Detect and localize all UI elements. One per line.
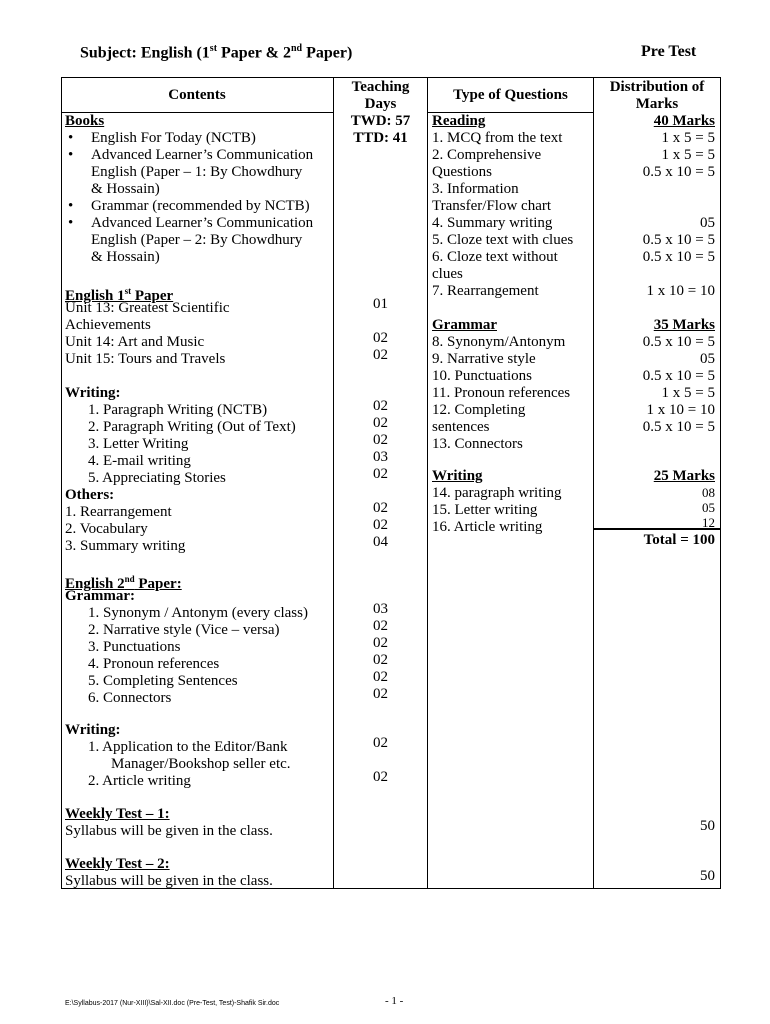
others-heading: Others:: [65, 487, 115, 503]
header-distribution-2: Marks: [635, 96, 679, 112]
days-value: 02: [373, 347, 388, 363]
grammar-item: 1. Synonym / Antonym (every class): [88, 605, 308, 621]
days-value: 02: [373, 466, 388, 482]
writing-total: 25 Marks: [653, 468, 715, 484]
days-value: 02: [373, 500, 388, 516]
writing2-item: 2. Article writing: [88, 773, 191, 789]
weekly-test-1-text: Syllabus will be given in the class.: [65, 823, 273, 839]
bullet: •: [68, 215, 74, 231]
reading-total: 40 Marks: [653, 113, 715, 129]
mark-value: 08: [702, 485, 715, 500]
days-value: 02: [373, 769, 388, 785]
page-number: - 1 -: [385, 995, 404, 1007]
mark-value: 1 x 5 = 5: [661, 130, 715, 146]
header-teaching-days-1: Teaching: [351, 79, 410, 95]
unit-item: Unit 14: Art and Music: [65, 334, 205, 350]
book-item: Advanced Learner’s Communication: [91, 147, 314, 163]
days-value: 02: [373, 735, 388, 751]
unit-item: Unit 15: Tours and Travels: [65, 351, 226, 367]
table-divider-1: [333, 77, 334, 889]
weekly-test-2-text: Syllabus will be given in the class.: [65, 873, 273, 889]
grand-total: Total = 100: [643, 532, 715, 548]
writing-questions-heading: Writing: [432, 468, 483, 484]
writing-item: 4. E-mail writing: [88, 453, 191, 469]
table-right-border: [720, 77, 721, 889]
header-teaching-days-2: Days: [364, 96, 397, 112]
question-item: 3. Information: [432, 181, 519, 197]
unit-item: Achievements: [65, 317, 151, 333]
question-item: 9. Narrative style: [432, 351, 536, 367]
book-item: Advanced Learner’s Communication: [91, 215, 314, 231]
days-value: 02: [373, 330, 388, 346]
question-item: 1. MCQ from the text: [432, 130, 563, 146]
book-item: & Hossain): [91, 181, 160, 197]
question-item: 13. Connectors: [432, 436, 523, 452]
table-left-border: [61, 77, 62, 889]
mark-value: 0.5 x 10 = 5: [642, 232, 715, 248]
twd-value: TWD: 57: [350, 113, 411, 129]
grammar-item: 5. Completing Sentences: [88, 673, 238, 689]
question-item: 2. Comprehensive: [432, 147, 542, 163]
table-top-border: [61, 77, 721, 78]
question-item: 12. Completing: [432, 402, 526, 418]
writing-item: 1. Paragraph Writing (NCTB): [88, 402, 268, 418]
writing-item: 3. Letter Writing: [88, 436, 189, 452]
table-divider-2: [427, 77, 428, 889]
question-item: 16. Article writing: [432, 519, 543, 535]
question-item: 11. Pronoun references: [432, 385, 571, 401]
question-item: 4. Summary writing: [432, 215, 553, 231]
question-item: 6. Cloze text without: [432, 249, 558, 265]
subject-title: Subject: English (1st Paper & 2nd Paper): [80, 43, 353, 62]
reading-heading: Reading: [432, 113, 486, 129]
weekly-test-1-marks: 50: [700, 818, 715, 834]
others-item: 3. Summary writing: [65, 538, 186, 554]
others-item: 1. Rearrangement: [65, 504, 172, 520]
question-item: Questions: [432, 164, 492, 180]
days-value: 03: [373, 449, 388, 465]
bullet: •: [68, 198, 74, 214]
file-path-footer: E:\Syllabus-2017 (Nur-XIII)\Sal-XII.doc (Pre-Test, Test)-Shafik Sir.doc: [65, 1000, 280, 1007]
book-item: English For Today (NCTB): [91, 130, 256, 146]
mark-value: 05: [700, 215, 715, 231]
grammar-total: 35 Marks: [653, 317, 715, 333]
question-item: 8. Synonym/Antonym: [432, 334, 566, 350]
weekly-test-1-heading: Weekly Test – 1:: [65, 806, 170, 822]
mark-value: 0.5 x 10 = 5: [642, 164, 715, 180]
others-item: 2. Vocabulary: [65, 521, 148, 537]
question-item: sentences: [432, 419, 490, 435]
grammar-item: 6. Connectors: [88, 690, 172, 706]
mark-value: 1 x 10 = 10: [646, 402, 715, 418]
days-value: 02: [373, 517, 388, 533]
book-item: English (Paper – 1: By Chowdhury: [91, 164, 303, 180]
writing-item: 5. Appreciating Stories: [88, 470, 226, 486]
grammar-item: 4. Pronoun references: [88, 656, 220, 672]
weekly-test-2-heading: Weekly Test – 2:: [65, 856, 170, 872]
question-item: clues: [432, 266, 463, 282]
mark-value: 1 x 10 = 10: [646, 283, 715, 299]
header-type-of-questions: Type of Questions: [453, 87, 568, 103]
mark-value: 0.5 x 10 = 5: [642, 334, 715, 350]
mark-value: 1 x 5 = 5: [661, 385, 715, 401]
days-value: 02: [373, 686, 388, 702]
days-value: 02: [373, 618, 388, 634]
bullet: •: [68, 130, 74, 146]
ttd-value: TTD: 41: [353, 130, 408, 146]
bullet: •: [68, 147, 74, 163]
writing-item: 2. Paragraph Writing (Out of Text): [88, 419, 296, 435]
days-value: 02: [373, 635, 388, 651]
grammar-heading: Grammar:: [65, 588, 135, 604]
mark-value: 1 x 5 = 5: [661, 147, 715, 163]
header-distribution-1: Distribution of: [609, 79, 705, 95]
days-value: 02: [373, 669, 388, 685]
days-value: 02: [373, 432, 388, 448]
unit-item: Unit 13: Greatest Scientific: [65, 300, 230, 316]
book-item: English (Paper – 2: By Chowdhury: [91, 232, 303, 248]
mark-value: 0.5 x 10 = 5: [642, 249, 715, 265]
days-value: 02: [373, 398, 388, 414]
english-1st-paper-heading: English 1st Paper: [65, 286, 174, 304]
question-item: 5. Cloze text with clues: [432, 232, 574, 248]
days-value: 04: [373, 534, 388, 550]
writing2-item: 1. Application to the Editor/Bank: [88, 739, 288, 755]
pretest-label: Pre Test: [641, 43, 697, 60]
question-item: 10. Punctuations: [432, 368, 532, 384]
writing-heading: Writing:: [65, 385, 121, 401]
grammar-questions-heading: Grammar: [432, 317, 497, 333]
mark-value: 05: [700, 351, 715, 367]
question-item: 7. Rearrangement: [432, 283, 539, 299]
days-value: 03: [373, 601, 388, 617]
grammar-item: 2. Narrative style (Vice – versa): [88, 622, 280, 638]
days-value: 02: [373, 415, 388, 431]
books-heading: Books: [65, 113, 105, 129]
english-2nd-paper-heading: English 2nd Paper:: [65, 574, 182, 592]
grammar-item: 3. Punctuations: [88, 639, 181, 655]
mark-value: 05: [702, 500, 715, 515]
mark-value: 12: [702, 515, 715, 530]
weekly-test-2-marks: 50: [700, 868, 715, 884]
mark-value: 0.5 x 10 = 5: [642, 419, 715, 435]
question-item: 15. Letter writing: [432, 502, 538, 518]
header-contents: Contents: [168, 87, 226, 103]
writing2-heading: Writing:: [65, 722, 121, 738]
book-item: & Hossain): [91, 249, 160, 265]
book-item: Grammar (recommended by NCTB): [91, 198, 310, 214]
mark-value: 0.5 x 10 = 5: [642, 368, 715, 384]
days-value: 01: [373, 296, 388, 312]
question-item: 14. paragraph writing: [432, 485, 562, 501]
writing2-item: Manager/Bookshop seller etc.: [111, 756, 291, 772]
days-value: 02: [373, 652, 388, 668]
question-item: Transfer/Flow chart: [432, 198, 552, 214]
